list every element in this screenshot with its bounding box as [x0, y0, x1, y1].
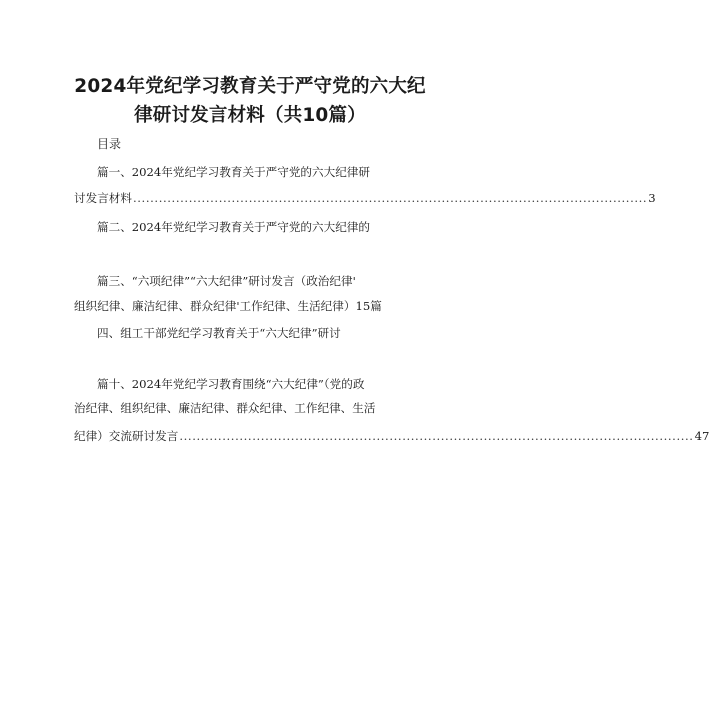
toc-entry-5-text: 纪律）交流研讨发言: [74, 429, 179, 443]
document-title: [60, 72, 440, 130]
dot-leader: ........................................................................................................................: [132, 191, 648, 205]
toc-entry-1-page: 3: [648, 191, 656, 205]
toc-entry-3-line-2: 组织纪律、廉洁纪律、群众纪律'工作纪律、生活纪律）15篇: [74, 299, 382, 313]
toc-entry-3-line-1: 篇三、“六项纪律”“六大纪律”研讨发言（政治纪律': [97, 274, 356, 288]
title-line-1: 2024年党纪学习教育关于严守党的六大纪: [74, 76, 426, 97]
toc-entry-5-line-3[interactable]: [74, 428, 709, 444]
title-line-2: 律研讨发言材料（共10篇）: [134, 105, 366, 126]
toc-entry-4-line-1: 四、组工干部党纪学习教育关于“六大纪律”研讨: [97, 326, 341, 340]
toc-entry-1-text: 讨发言材料: [74, 191, 132, 205]
toc-entry-5-page: 47: [694, 429, 709, 443]
toc-entry-1-line-1: 篇一、2024年党纪学习教育关于严守党的六大纪律研: [97, 165, 370, 179]
toc-entry-5-line-2: 治纪律、组织纪律、廉洁纪律、群众纪律、工作纪律、生活: [74, 401, 376, 415]
dot-leader: ........................................................................................................................: [179, 429, 694, 443]
toc-entry-5-line-1: 篇十、2024年党纪学习教育围绕“六大纪律”（党的政: [97, 377, 365, 391]
toc-entry-1-line-2[interactable]: [74, 190, 656, 206]
toc-heading: 目录: [97, 137, 122, 151]
toc-entry-2-line-1: 篇二、2024年党纪学习教育关于严守党的六大纪律的: [97, 220, 370, 234]
